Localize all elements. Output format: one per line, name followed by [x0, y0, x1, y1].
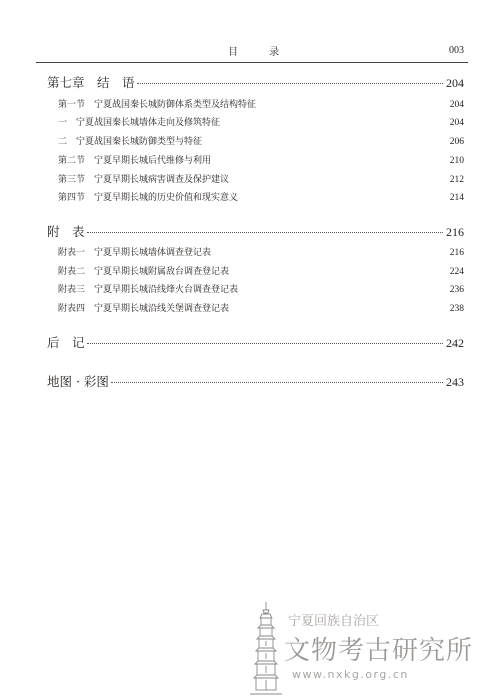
- toc-entry-section-1[interactable]: [58, 97, 464, 110]
- toc-entry-section-4[interactable]: [58, 190, 464, 203]
- toc-leader: [240, 288, 447, 289]
- toc-entry-page: 210: [449, 156, 464, 166]
- toc-entry-label: 第一节 宁夏战国秦长城防御体系类型及结构特征: [58, 100, 257, 110]
- toc-entry-label: 后 记: [47, 335, 85, 350]
- toc-entry-page: 216: [446, 225, 464, 239]
- toc-entry-appendix-2[interactable]: [58, 264, 464, 277]
- toc-entry-page: 204: [446, 76, 464, 90]
- toc-entry-label: 第三节 宁夏早期长城病害调查及保护建议: [58, 175, 230, 185]
- toc-entry-afterword[interactable]: [47, 333, 464, 351]
- toc-entry-page: 204: [449, 118, 464, 128]
- toc-leader: [231, 270, 447, 271]
- toc-entry-appendix-3[interactable]: [58, 282, 464, 295]
- toc-entry-label: 地图 · 彩图: [47, 374, 109, 389]
- toc-entry-appendix[interactable]: [47, 222, 464, 240]
- toc-entry-page: 206: [449, 137, 464, 147]
- toc-entry-page: 204: [449, 100, 464, 110]
- toc-leader: [213, 159, 447, 160]
- toc-entry-page: 236: [449, 285, 464, 295]
- watermark-url: www.nxkg.org.cn: [292, 668, 409, 681]
- toc-entry-appendix-4[interactable]: [58, 301, 464, 314]
- toc-leader: [213, 251, 447, 252]
- toc-entry-section-2[interactable]: [58, 153, 464, 166]
- page-number: 003: [449, 45, 464, 56]
- toc-entry-label: 第二节 宁夏早期长城后代维修与利用: [58, 156, 212, 166]
- toc-entry-label: 附表三 宁夏早期长城沿线烽火台调查登记表: [58, 285, 239, 295]
- toc-leader: [204, 140, 447, 141]
- toc-entry-label: 第四节 宁夏早期长城的历史价值和现实意义: [58, 193, 239, 203]
- toc-entry-section-3[interactable]: [58, 172, 464, 185]
- toc-leader: [258, 103, 447, 104]
- pagoda-icon: [246, 600, 286, 700]
- toc-entry-label: 附表一 宁夏早期长城墙体调查登记表: [58, 248, 212, 258]
- toc-entry-label: 附 表: [47, 224, 85, 239]
- toc-entry-label: 二 宁夏战国秦长城防御类型与特征: [58, 137, 203, 147]
- toc-entry-page: 243: [446, 375, 464, 389]
- institute-watermark: [240, 598, 480, 700]
- toc-entry-page: 216: [449, 248, 464, 258]
- toc-entry-page: 238: [449, 304, 464, 314]
- toc-entry-label: 第七章 结 语: [47, 75, 135, 90]
- toc-leader: [87, 231, 443, 233]
- toc-entry-appendix-1[interactable]: [58, 245, 464, 258]
- watermark-region: 宁夏回族自治区: [288, 614, 380, 629]
- watermark-institute: 文物考古研究所: [284, 636, 474, 666]
- toc-entry-page: 214: [449, 193, 464, 203]
- toc-entry-chapter-7[interactable]: [47, 73, 464, 91]
- toc-entry-page: 242: [446, 336, 464, 350]
- toc-leader: [231, 307, 447, 308]
- toc-leader: [222, 121, 447, 122]
- toc-leader: [231, 178, 447, 179]
- toc-entry-label: 附表四 宁夏早期长城沿线关堡调查登记表: [58, 304, 230, 314]
- toc-entry-subsection-1[interactable]: [58, 115, 464, 128]
- toc-entry-subsection-2[interactable]: [58, 134, 464, 147]
- toc-entry-page: 224: [449, 267, 464, 277]
- page-title: 目 录: [228, 47, 294, 58]
- toc-entry-label: 一 宁夏战国秦长城墙体走向及修筑特征: [58, 118, 221, 128]
- toc-leader: [137, 82, 443, 84]
- toc-entry-label: 附表二 宁夏早期长城附属敌台调查登记表: [58, 267, 230, 277]
- toc-leader: [87, 342, 443, 344]
- toc-leader: [240, 196, 447, 197]
- toc-entry-maps-plates[interactable]: [47, 372, 464, 390]
- toc-leader: [111, 381, 443, 383]
- toc-entry-page: 212: [449, 175, 464, 185]
